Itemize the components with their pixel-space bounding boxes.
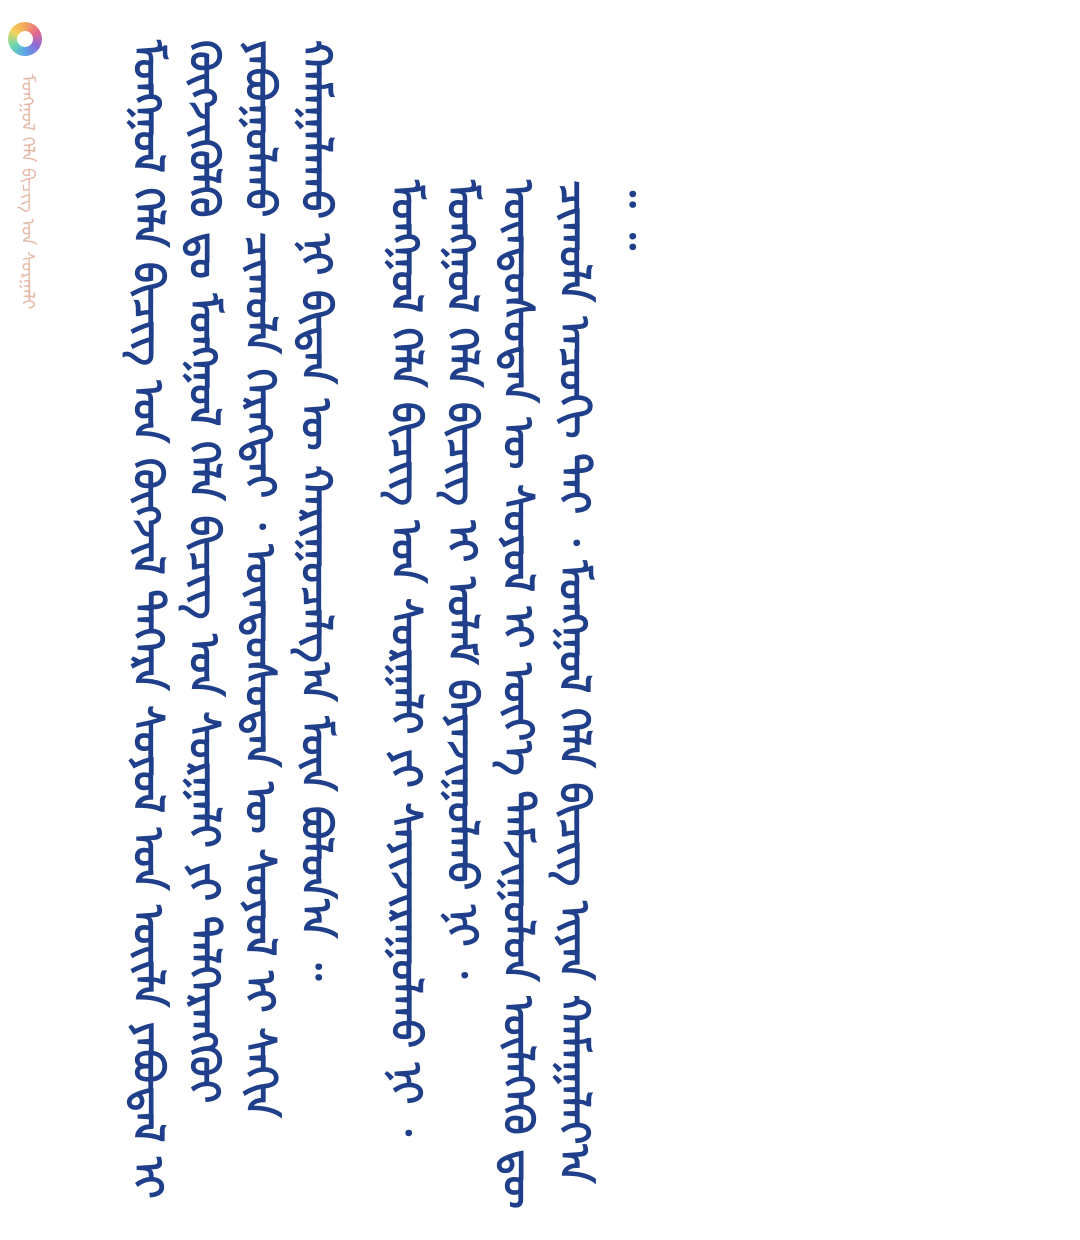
paragraph-2: ᠮᠣᠩᠭᠣᠯ ᠬᠡᠯᠡ ᠪᠢᠴᠢᠭ ᠤᠨ ᠰᠤᠷᠭᠠᠯᠢ ᠶᠢ ᠰᠠᠶᠢᠵᠢᠷᠠᠭᠤᠯᠬᠤ ᠨᠢ ᠂ ᠮᠣᠩᠭᠣᠯ ᠬᠡᠯᠡ ᠪᠢᠴᠢᠭ ᠢ ᠤᠯᠠᠮ ᠪᠠᠶᠠᠵᠢᠭᠤᠯᠬᠤ ᠨᠢ ᠂ ᠦᠨᠳᠦᠰᠦᠲᠡᠨ ᠦ ᠰᠣᠶᠣᠯ ᠢ ᠦᠶ᠎ᠡ ᠳᠠᠮᠵᠢᠭᠤᠯᠤᠨ ᠦᠯᠡᠭᠡᠬᠦ ᠳᠦ ᠴᠢᠬᠤᠯᠠ ᠠᠴᠤᠬᠢ ᠲᠠᠢ ᠂ ᠮᠣᠩᠭᠣᠯ ᠬᠡᠯᠡ ᠪᠢᠴᠢᠭ ᠢᠶᠡᠨ ᠬᠠᠮᠠᠭᠠᠯᠠᠶ᠎ᠠ ᠃ ᠃ [382,180,655,1209]
watermark-text: ᠮᠣᠩᠭᠣᠯ ᠬᠡᠯᠡ ᠪᠢᠴᠢᠭ ᠤᠨ ᠰᠤᠷᠭᠠᠯᠢ [17,74,38,310]
mongolian-text-block [120,40,980,1210]
paragraph-1: ᠮᠣᠩᠭᠣᠯ ᠬᠡᠯᠡ ᠪᠢᠴᠢᠭ ᠤᠨ ᠬᠥᠭᠵᠢᠯ ᠳᠡᠭᠡᠷᠡ ᠰᠣᠶᠣᠯ ᠤᠨ ᠦᠢᠯᠡ ᠶᠠᠪᠤᠳᠠᠯ ᠢ ᠬᠥᠭᠵᠢᠭᠦᠯᠬᠦ ᠳᠤ ᠮᠣᠩᠭᠣᠯ ᠬᠡᠯᠡ ᠪᠢᠴᠢᠭ ᠤᠨ ᠰᠤᠷᠭᠠᠯᠢ ᠶᠢ ᠳᠡᠯᠭᠡᠷᠡᠩᠭᠦᠢ ᠶᠠᠪᠤᠭᠤᠯᠬᠤ ᠴᠢᠬᠤᠯᠠ ᠬᠡᠷᠡᠭᠲᠡᠢ ᠂ ᠦᠨᠳᠦᠰᠦᠲᠡᠨ ᠦ ᠰᠣᠶᠣᠯ ᠢ ᠰᠠᠬᠢᠨ ᠬᠠᠮᠠᠭᠠᠯᠠᠬᠤ ᠨᠢ ᠪᠢᠳᠡᠨ ᠦ ᠬᠠᠷᠢᠭᠤᠴᠠᠯᠭ᠎ᠠ ᠮᠥᠨ ᠪᠣᠯᠤᠨ᠎ᠠ ᠃ [124,40,341,1199]
watermark [4,22,48,422]
logo-icon [8,22,42,56]
